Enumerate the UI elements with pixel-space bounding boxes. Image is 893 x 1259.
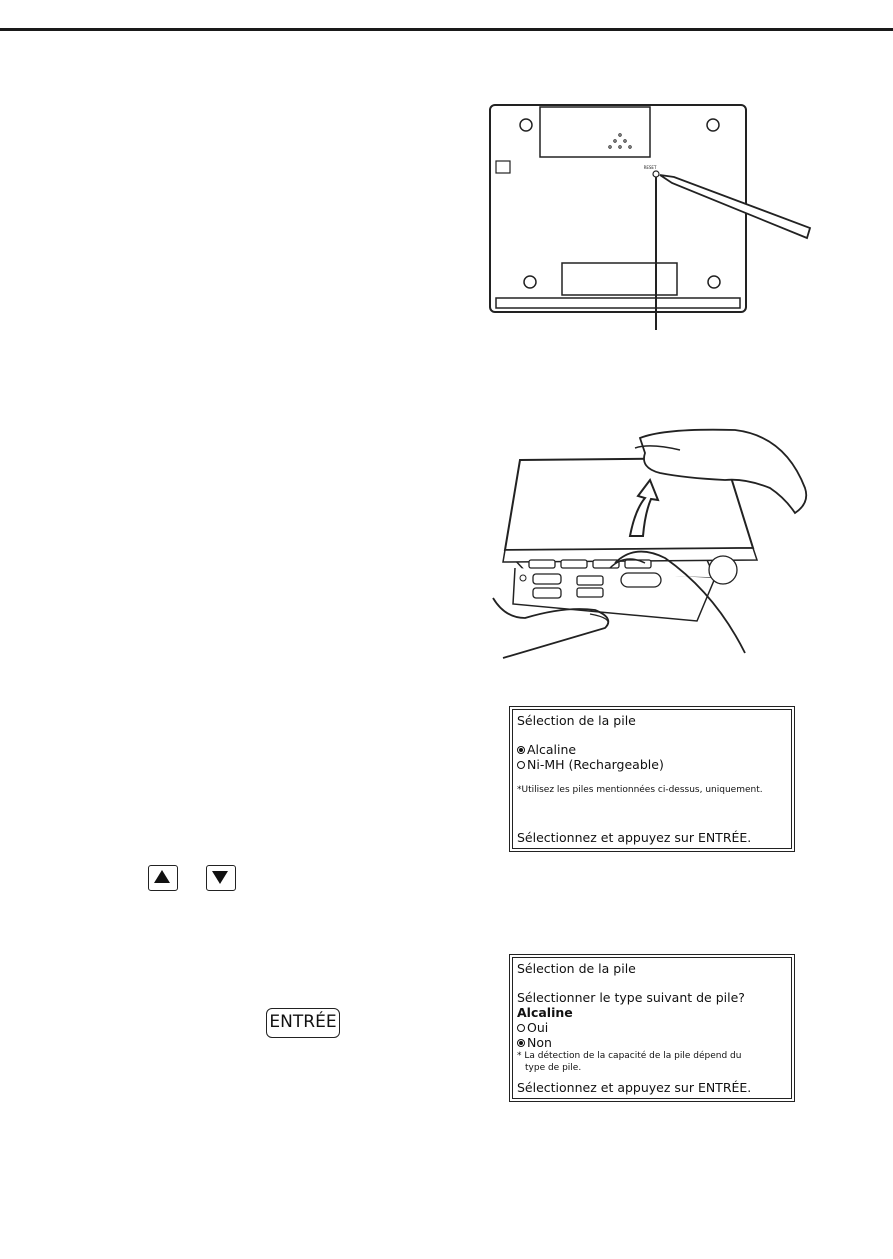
radio-empty-icon <box>517 1024 525 1032</box>
device-back-illustration <box>480 95 820 345</box>
screen-note: *Utilisez les piles mentionnées ci-dessus, uniquement. <box>517 785 763 795</box>
enter-key[interactable]: ENTRÉE <box>266 1008 340 1038</box>
down-key[interactable] <box>206 865 236 891</box>
up-key[interactable] <box>148 865 178 891</box>
top-rule <box>0 28 893 31</box>
battery-type: Alcaline <box>517 1005 573 1020</box>
option-alkaline[interactable]: Alcaline <box>517 742 787 757</box>
screen-question: Sélectionner le type suivant de pile? <box>517 990 745 1005</box>
reset-label: RESET <box>643 165 657 170</box>
radio-selected-icon <box>517 746 525 754</box>
battery-confirm-screen <box>509 954 795 1102</box>
radio-selected-icon <box>517 1039 525 1047</box>
screen-footer: Sélectionnez et appuyez sur ENTRÉE. <box>517 830 752 845</box>
down-triangle-icon <box>207 866 233 888</box>
option-oui[interactable]: Oui <box>517 1020 787 1035</box>
option-non[interactable]: Non <box>517 1035 787 1050</box>
radio-empty-icon <box>517 761 525 769</box>
up-triangle-icon <box>149 866 175 888</box>
screen-note-line2: type de pile. <box>525 1063 582 1073</box>
screen-footer: Sélectionnez et appuyez sur ENTRÉE. <box>517 1080 752 1095</box>
device-opening-illustration <box>485 418 825 670</box>
option-nimh[interactable]: Ni-MH (Rechargeable) <box>517 757 787 772</box>
battery-selection-screen <box>509 706 795 852</box>
screen-title: Sélection de la pile <box>517 713 636 728</box>
screen-title: Sélection de la pile <box>517 961 636 976</box>
screen-note-line1: * La détection de la capacité de la pile dépend du <box>517 1051 742 1061</box>
